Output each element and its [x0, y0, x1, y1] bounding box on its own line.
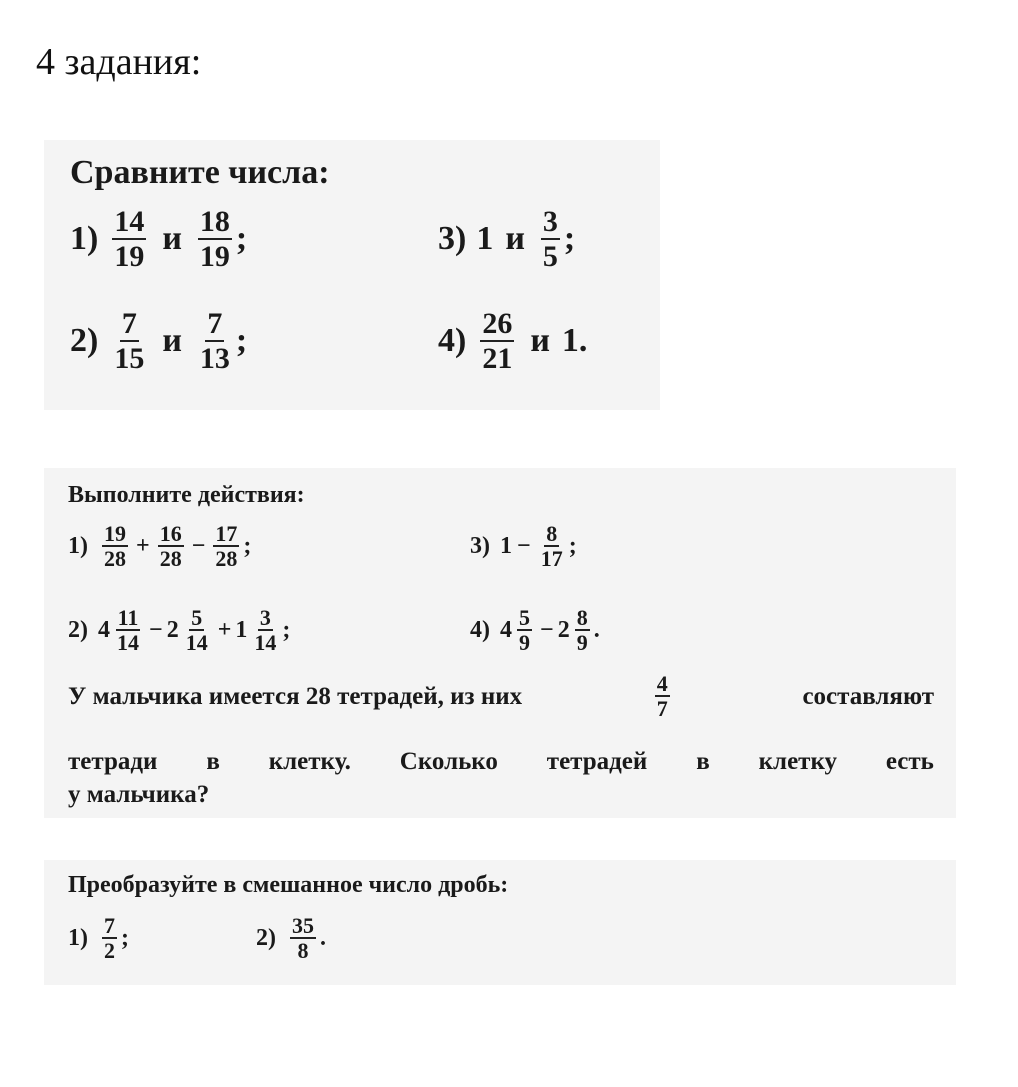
whole-number: 2 — [557, 617, 570, 644]
operator: − — [149, 617, 163, 644]
operator: + — [136, 533, 150, 560]
word: тетради — [68, 748, 158, 776]
fraction: $\frac{26}{21}$ — [482, 307, 513, 375]
item-number: 2) — [70, 322, 99, 360]
fraction: $\frac{3}{14}$ — [254, 605, 277, 656]
fraction: $\frac{7}{13}$ — [199, 307, 230, 375]
item-number: 3) — [470, 533, 490, 560]
word: в — [206, 748, 220, 776]
fraction: $\frac{4}{7}$ — [656, 671, 668, 722]
action-item-1 — [68, 522, 251, 571]
action-item-2 — [68, 606, 290, 655]
punctuation: ; — [243, 533, 252, 560]
word-problem-line-2 — [68, 749, 934, 774]
item-number: 4) — [438, 322, 467, 360]
punctuation: . — [593, 617, 600, 644]
punctuation: ; — [563, 220, 576, 258]
compare-item-2 — [70, 308, 247, 375]
conjunction: и — [162, 220, 182, 258]
whole-number: 1 — [500, 533, 512, 560]
conjunction: и — [505, 220, 525, 258]
fraction: $\frac{35}{8}$ — [292, 913, 314, 964]
whole-number: 1 — [476, 220, 494, 258]
punctuation: . — [578, 322, 588, 360]
item-number: 4) — [470, 617, 490, 644]
whole-number: 1 — [561, 322, 579, 360]
fraction: $\frac{17}{28}$ — [215, 521, 238, 572]
word: в — [696, 748, 710, 776]
punctuation: ; — [121, 925, 129, 952]
convert-fraction-block — [44, 860, 956, 985]
whole-number: 2 — [166, 617, 179, 644]
item-number: 1) — [70, 220, 99, 258]
compare-title: Сравните числа: — [70, 154, 330, 191]
operator: + — [217, 617, 232, 644]
operator: − — [191, 533, 206, 560]
fraction: $\frac{3}{5}$ — [542, 205, 558, 273]
fraction: $\frac{5}{14}$ — [185, 605, 208, 656]
conjunction: и — [162, 322, 182, 360]
action-item-4 — [470, 606, 600, 655]
word: Сколько — [399, 748, 498, 776]
punctuation: ; — [568, 533, 577, 560]
punctuation: ; — [235, 322, 248, 360]
convert-item-1 — [68, 914, 129, 963]
fraction: $\frac{14}{19}$ — [114, 205, 145, 273]
compare-item-4 — [438, 308, 587, 375]
punctuation: ; — [235, 220, 248, 258]
word-problem — [68, 672, 934, 807]
fraction: $\frac{5}{9}$ — [519, 605, 530, 656]
fraction: $\frac{7}{2}$ — [104, 913, 115, 964]
operator: − — [517, 533, 531, 560]
item-number: 1) — [68, 925, 88, 952]
actions-title: Выполните действия: — [68, 482, 305, 508]
whole-number: 4 — [98, 617, 110, 644]
compare-numbers-block — [44, 140, 660, 410]
word-problem-text: У мальчика имеется 28 тетрадей, из них — [68, 683, 523, 711]
perform-actions-block — [44, 468, 956, 818]
word: есть — [885, 748, 934, 776]
word: клетку. — [268, 748, 351, 776]
page-heading: 4 задания: — [36, 41, 202, 83]
word-problem-line-1 — [68, 672, 934, 721]
whole-number: 1 — [235, 617, 248, 644]
convert-title: Преобразуйте в смешанное число дробь: — [68, 872, 509, 898]
word-problem-text: составляют — [802, 683, 934, 711]
item-number: 3) — [438, 220, 467, 258]
word: клетку — [758, 748, 837, 776]
fraction: $\frac{7}{15}$ — [114, 307, 145, 375]
convert-item-2 — [256, 914, 326, 963]
item-number: 1) — [68, 533, 88, 560]
operator: − — [540, 617, 554, 644]
item-number: 2) — [256, 925, 276, 952]
fraction: $\frac{8}{17}$ — [540, 521, 563, 572]
item-number: 2) — [68, 617, 88, 644]
punctuation: ; — [282, 617, 291, 644]
fraction: $\frac{11}{14}$ — [117, 605, 139, 656]
whole-number: 4 — [500, 617, 512, 644]
word: тетрадей — [546, 748, 648, 776]
word-problem-line-3: у мальчика? — [68, 781, 210, 809]
punctuation: . — [320, 925, 326, 952]
conjunction: и — [530, 322, 550, 360]
fraction: $\frac{16}{28}$ — [159, 521, 182, 572]
action-item-3 — [470, 522, 577, 571]
fraction: $\frac{8}{9}$ — [576, 605, 588, 656]
compare-item-3 — [438, 206, 575, 273]
fraction: $\frac{18}{19}$ — [199, 205, 230, 273]
compare-item-1 — [70, 206, 247, 273]
fraction: $\frac{19}{28}$ — [104, 521, 126, 572]
